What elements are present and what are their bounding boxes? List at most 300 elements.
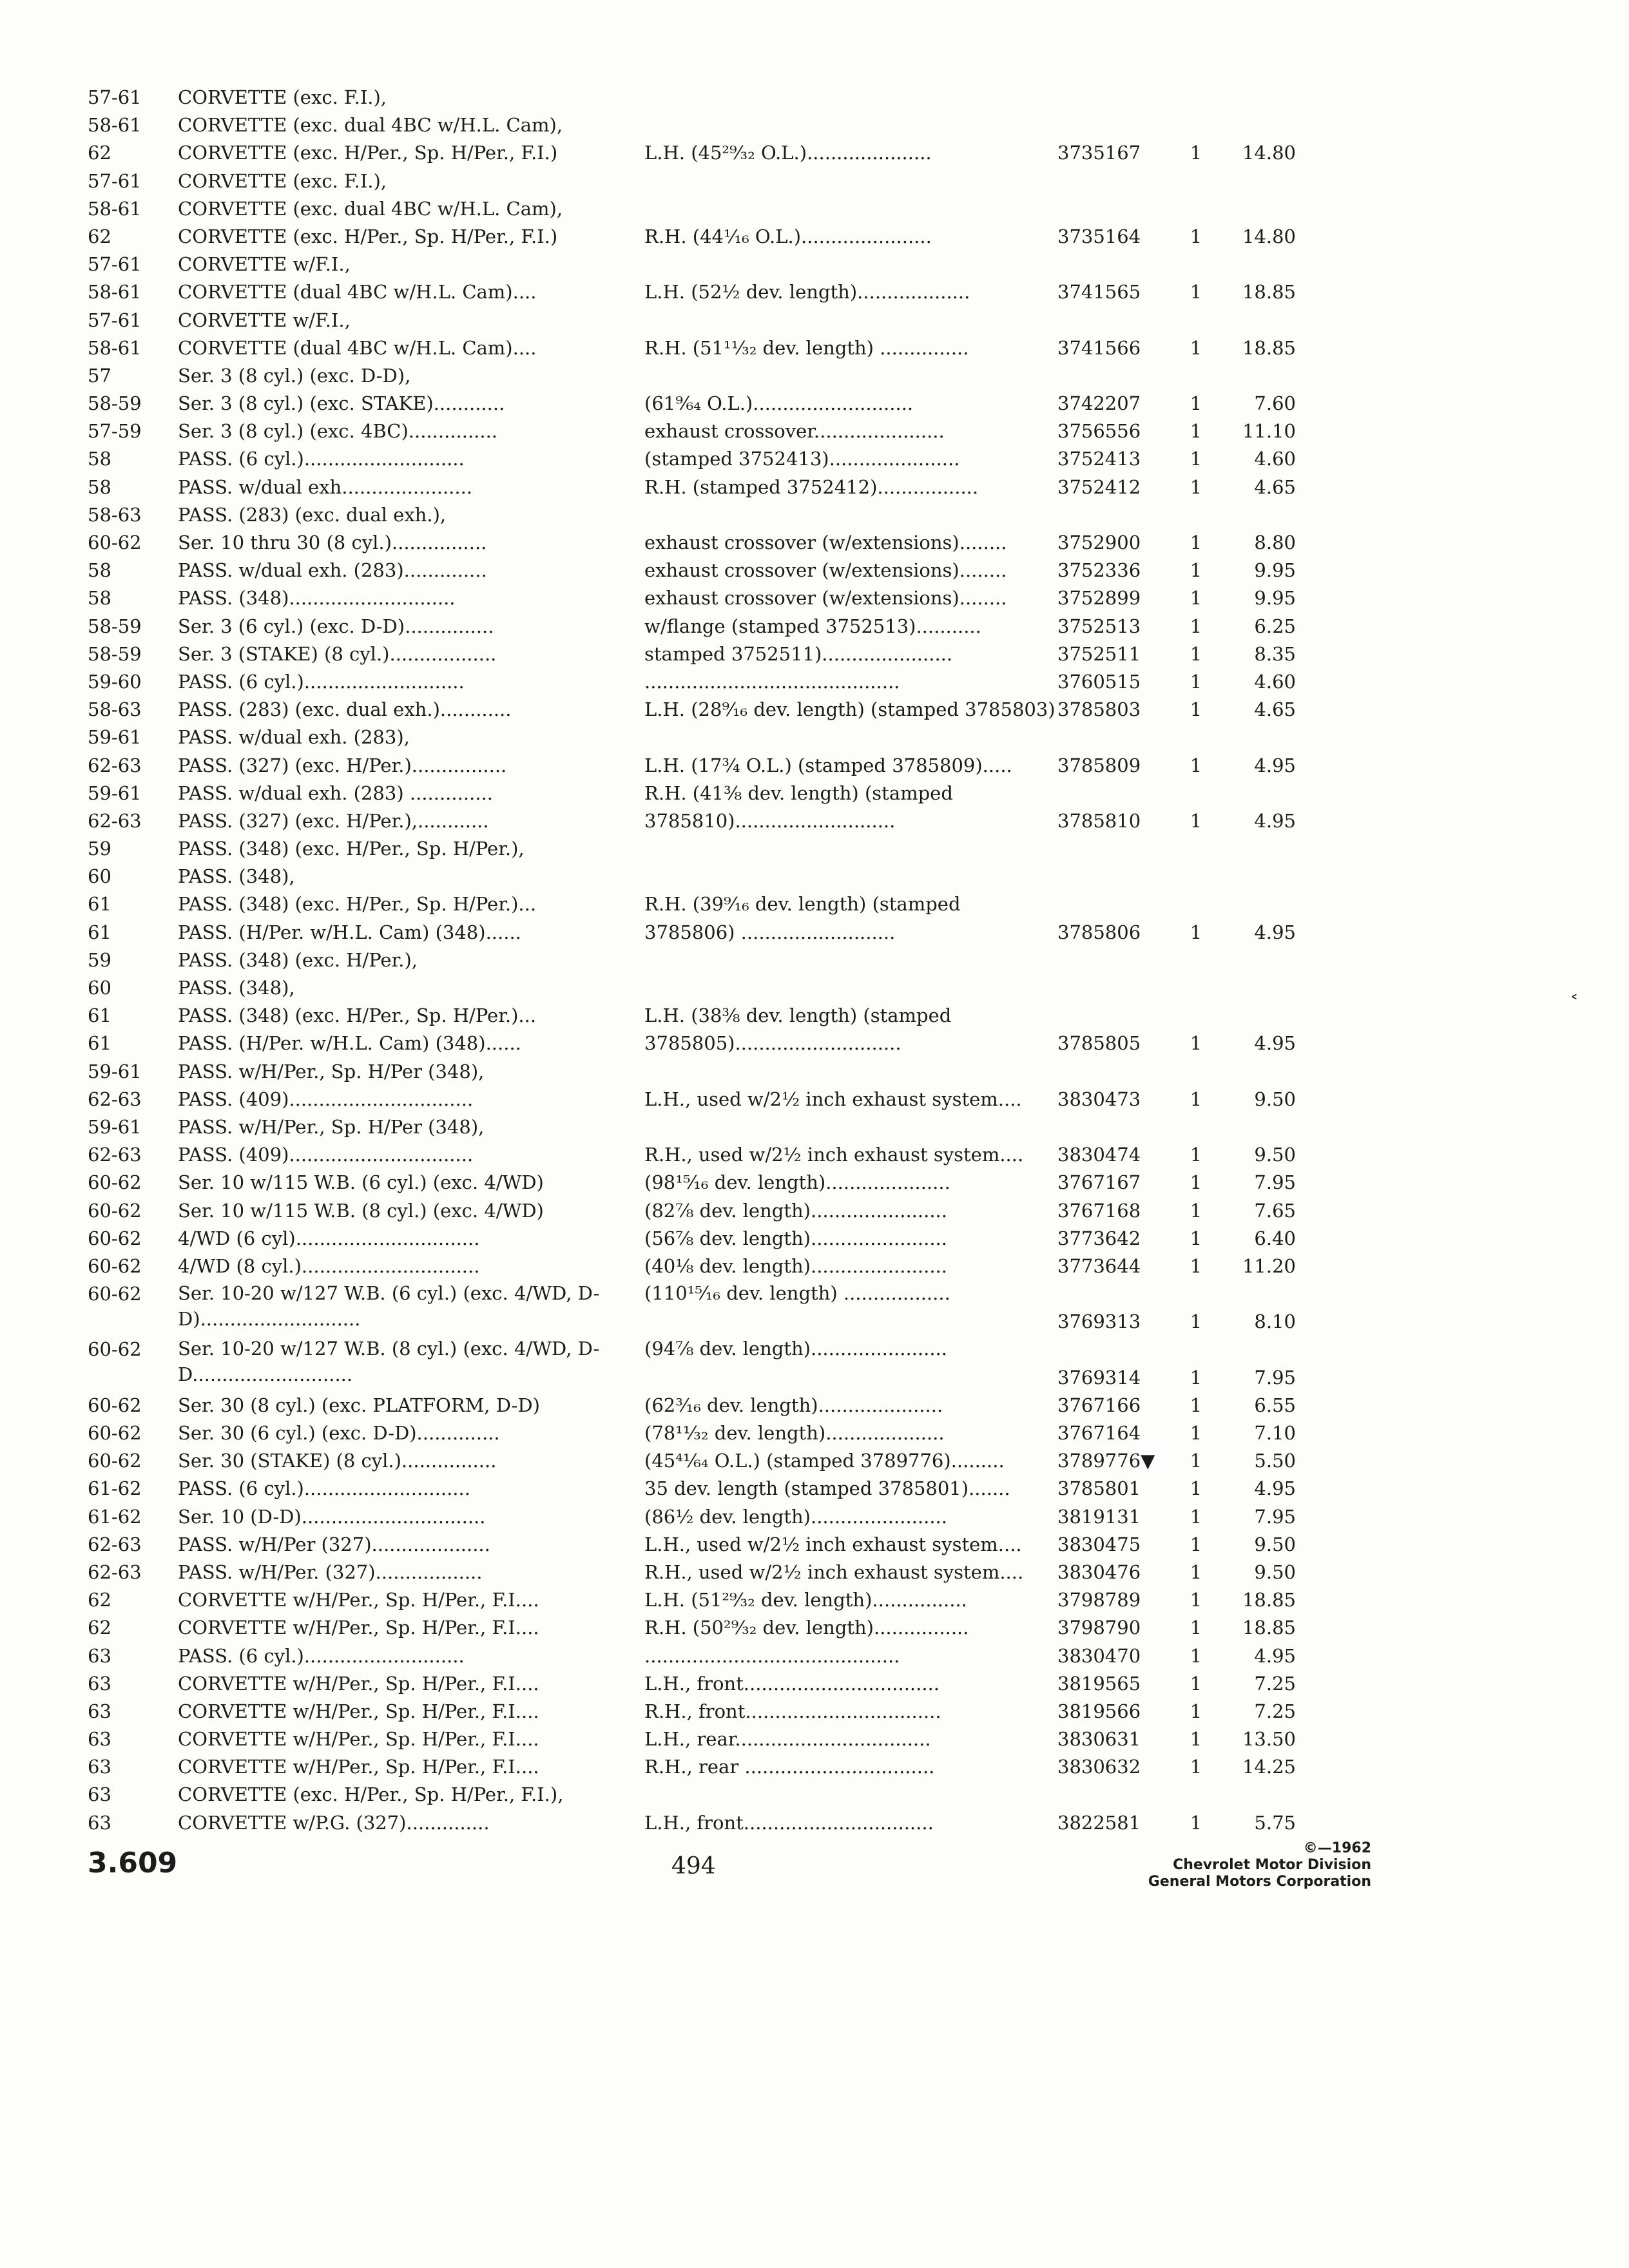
description-cell: L.H. (51²⁹⁄₃₂ dev. length)................ [644,1589,967,1611]
table-row [88,1447,1312,1475]
description-cell: L.H., front................................ [644,1811,934,1834]
year-cell: 62-63 [88,809,142,832]
model-cell: Ser. 10 (D-D)............................... [178,1505,486,1528]
table-row [88,139,1312,167]
part-number-cell: 3789776▼ [1057,1450,1155,1472]
description-cell: R.H. (44¹⁄₁₆ O.L.)...................... [644,225,932,247]
table-row [88,1141,1312,1169]
division-name: Chevrolet Motor Division [1173,1857,1371,1873]
quantity-cell: 1 [1190,448,1202,470]
model-cell: PASS. (6 cyl.)............................ [178,1477,470,1500]
description-cell: L.H., used w/2½ inch exhaust system.... [644,1533,1022,1555]
part-number-cell: 3760515 [1057,670,1141,693]
table-row [88,1002,1312,1030]
part-number-cell: 3767166 [1057,1394,1141,1416]
quantity-cell: 1 [1190,1533,1202,1555]
quantity-cell: 1 [1190,336,1202,359]
part-number-cell: 3785809 [1057,754,1141,776]
table-row [88,1503,1312,1531]
table-row [88,278,1312,306]
table-row [88,557,1312,584]
year-cell: 63 [88,1728,111,1751]
description-cell: (110¹⁵⁄₁₆ dev. length) .................. [644,1282,950,1305]
price-cell: 7.25 [1254,1700,1296,1722]
year-cell: 61 [88,1004,111,1027]
table-row [88,613,1312,640]
table-row [88,1586,1312,1614]
price-cell: 6.25 [1254,615,1296,637]
quantity-cell: 1 [1190,1644,1202,1667]
model-cell: CORVETTE (exc. dual 4BC w/H.L. Cam), [178,197,563,220]
model-cell: CORVETTE w/H/Per., Sp. H/Per., F.I.... [178,1700,539,1722]
table-row [88,84,1312,111]
table-row [88,919,1312,947]
price-cell: 7.10 [1254,1422,1296,1445]
table-row [88,1058,1312,1086]
table-row [88,1781,1312,1809]
model-cell: Ser. 10-20 w/127 W.B. (8 cyl.) (exc. 4/WD, D-D........................... [178,1338,600,1386]
model-cell: CORVETTE (exc. H/Per., Sp. H/Per., F.I.) [178,225,558,247]
model-cell: 4/WD (8 cyl.).............................. [178,1254,480,1277]
part-number-cell: 3752336 [1057,559,1141,582]
year-cell: 62 [88,142,111,164]
model-cell: CORVETTE w/P.G. (327).............. [178,1811,490,1834]
description-cell: L.H., used w/2½ inch exhaust system.... [644,1088,1022,1110]
year-cell: 61 [88,893,111,916]
quantity-cell: 1 [1190,476,1202,498]
year-cell: 58-63 [88,698,142,721]
part-number-cell: 3773644 [1057,1254,1141,1277]
year-cell: 60-62 [88,1227,142,1249]
table-row [88,251,1312,278]
price-cell: 4.65 [1254,698,1296,721]
year-cell: 62-63 [88,1533,142,1555]
year-cell: 58-61 [88,336,142,359]
table-row [88,1113,1312,1141]
quantity-cell: 1 [1190,1366,1202,1389]
table-row [88,1225,1312,1253]
quantity-cell: 1 [1190,1254,1202,1277]
model-cell: PASS. (348) (exc. H/Per.), [178,948,418,971]
description-cell: L.H. (17¾ O.L.) (stamped 3785809)..... [644,754,1012,776]
quantity-cell: 1 [1190,642,1202,665]
table-row [88,168,1312,195]
quantity-cell: 1 [1190,921,1202,943]
year-cell: 58 [88,559,111,582]
year-cell: 60-62 [88,1394,142,1416]
model-cell: CORVETTE w/F.I., [178,309,351,331]
quantity-cell: 1 [1190,1394,1202,1416]
price-cell: 7.65 [1254,1199,1296,1222]
year-cell: 58-59 [88,642,142,665]
year-cell: 62 [88,1589,111,1611]
year-cell: 63 [88,1644,111,1667]
quantity-cell: 1 [1190,1505,1202,1528]
table-row [88,1419,1312,1447]
quantity-cell: 1 [1190,809,1202,832]
table-row [88,696,1312,724]
model-cell: PASS. w/H/Per., Sp. H/Per (348), [178,1060,485,1082]
year-cell: 57 [88,364,111,387]
model-cell: CORVETTE (exc. H/Per., Sp. H/Per., F.I.), [178,1783,564,1806]
quantity-cell: 1 [1190,1561,1202,1583]
table-row [88,1475,1312,1503]
model-cell: PASS. (327) (exc. H/Per.)................ [178,754,507,776]
price-cell: 7.60 [1254,392,1296,415]
model-cell: CORVETTE w/H/Per., Sp. H/Per., F.I.... [178,1617,539,1639]
copyright-year: ©—1962 [1303,1840,1371,1856]
description-cell: (56⅞ dev. length)....................... [644,1227,947,1249]
description-cell: (94⅞ dev. length)....................... [644,1338,947,1360]
part-number-cell: 3752899 [1057,587,1141,610]
model-cell: PASS. (348), [178,865,295,888]
description-cell: R.H. (stamped 3752412)................. [644,476,979,498]
part-number-cell: 3735167 [1057,142,1141,164]
model-cell: CORVETTE (exc. dual 4BC w/H.L. Cam), [178,114,563,137]
table-row [88,890,1312,918]
quantity-cell: 1 [1190,1700,1202,1722]
price-cell: 7.95 [1254,1366,1296,1389]
model-cell: PASS. (409)............................... [178,1144,474,1166]
model-cell: PASS. w/H/Per (327).................... [178,1533,490,1555]
model-cell: PASS. (6 cyl.)........................... [178,448,465,470]
price-cell: 9.95 [1254,587,1296,610]
quantity-cell: 1 [1190,1477,1202,1500]
year-cell: 62 [88,1617,111,1639]
year-cell: 58 [88,448,111,470]
description-cell: R.H. (50²⁹⁄₃₂ dev. length)................ [644,1617,969,1639]
year-cell: 59-61 [88,726,142,749]
part-number-cell: 3819131 [1057,1505,1141,1528]
price-cell: 11.20 [1242,1254,1296,1277]
part-number-cell: 3822581 [1057,1811,1141,1834]
quantity-cell: 1 [1190,392,1202,415]
model-cell: PASS. (348), [178,977,295,999]
part-number-cell: 3741565 [1057,281,1141,303]
year-cell: 58-59 [88,615,142,637]
year-cell: 58-59 [88,392,142,415]
year-cell: 60-62 [88,1338,142,1361]
price-cell: 14.80 [1242,225,1296,247]
table-row [88,640,1312,668]
part-number-cell: 3830476 [1057,1561,1141,1583]
table-row [88,1809,1312,1837]
model-cell: CORVETTE w/H/Per., Sp. H/Per., F.I.... [178,1589,539,1611]
table-row [88,501,1312,529]
quantity-cell: 1 [1190,1144,1202,1166]
part-number-cell: 3773642 [1057,1227,1141,1249]
table-row [88,1336,1312,1391]
quantity-cell: 1 [1190,532,1202,553]
page-number: 494 [671,1853,716,1879]
year-cell: 57-61 [88,86,142,108]
price-cell: 8.80 [1254,532,1296,553]
description-cell: exhaust crossover (w/extensions)........ [644,532,1007,553]
year-cell: 58 [88,476,111,498]
part-number-cell: 3785806 [1057,921,1141,943]
part-number-cell: 3830470 [1057,1644,1141,1667]
part-number-cell: 3752413 [1057,448,1141,470]
description-cell: L.H. (38⅜ dev. length) (stamped [644,1004,952,1027]
description-cell: R.H., front................................. [644,1700,941,1722]
price-cell: 9.50 [1254,1088,1296,1110]
model-cell: PASS. (348) (exc. H/Per., Sp. H/Per.)... [178,1004,537,1027]
model-cell: PASS. (6 cyl.)........................... [178,1644,465,1667]
table-row [88,835,1312,863]
model-cell: PASS. (409)............................... [178,1088,474,1110]
model-cell: CORVETTE (dual 4BC w/H.L. Cam).... [178,336,537,359]
table-row [88,974,1312,1002]
price-cell: 18.85 [1242,336,1296,359]
description-cell: (86½ dev. length)....................... [644,1505,947,1528]
description-cell: w/flange (stamped 3752513)........... [644,615,981,637]
year-cell: 62 [88,225,111,247]
table-row [88,1392,1312,1419]
year-cell: 59 [88,948,111,971]
model-cell: 4/WD (6 cyl)............................... [178,1227,480,1249]
model-cell: CORVETTE (exc. F.I.), [178,86,387,108]
table-row [88,668,1312,696]
year-cell: 60-62 [88,532,142,553]
part-number-cell: 3767167 [1057,1171,1141,1194]
table-row [88,863,1312,890]
part-number-cell: 3830474 [1057,1144,1141,1166]
description-cell: R.H. (51¹¹⁄₃₂ dev. length) ............... [644,336,969,359]
price-cell: 5.50 [1254,1450,1296,1472]
model-cell: Ser. 10 thru 30 (8 cyl.)................ [178,532,487,553]
description-cell: ........................................... [644,1644,900,1667]
year-cell: 60-62 [88,1199,142,1222]
description-cell: (stamped 3752413)...................... [644,448,960,470]
quantity-cell: 1 [1190,754,1202,776]
year-cell: 63 [88,1700,111,1722]
description-cell: R.H. (41⅜ dev. length) (stamped [644,782,953,804]
price-cell: 8.35 [1254,642,1296,665]
model-cell: PASS. w/dual exh...................... [178,476,473,498]
table-row [88,362,1312,390]
table-row [88,724,1312,751]
quantity-cell: 1 [1190,1450,1202,1472]
model-cell: PASS. (H/Per. w/H.L. Cam) (348)...... [178,1032,521,1055]
price-cell: 9.50 [1254,1561,1296,1583]
quantity-cell: 1 [1190,1728,1202,1751]
price-cell: 14.80 [1242,142,1296,164]
year-cell: 60 [88,865,111,888]
quantity-cell: 1 [1190,1672,1202,1695]
year-cell: 60 [88,977,111,999]
model-cell: CORVETTE (dual 4BC w/H.L. Cam).... [178,281,537,303]
table-row [88,1253,1312,1280]
year-cell: 58-63 [88,503,142,526]
description-cell: (78¹¹⁄₃₂ dev. length).................... [644,1422,945,1445]
table-row [88,1280,1312,1336]
description-cell: (45⁴¹⁄₆₄ O.L.) (stamped 3789776)......... [644,1450,1005,1472]
part-number-cell: 3752900 [1057,532,1141,553]
model-cell: PASS. w/dual exh. (283) .............. [178,782,493,804]
part-number-cell: 3830632 [1057,1756,1141,1778]
model-cell: CORVETTE (exc. H/Per., Sp. H/Per., F.I.) [178,142,558,164]
table-row [88,1698,1312,1725]
quantity-cell: 1 [1190,420,1202,443]
year-cell: 60-62 [88,1171,142,1194]
model-cell: Ser. 30 (STAKE) (8 cyl.)................ [178,1450,497,1472]
quantity-cell: 1 [1190,1422,1202,1445]
model-cell: PASS. w/H/Per. (327).................. [178,1561,483,1583]
description-cell: exhaust crossover (w/extensions)........ [644,587,1007,610]
part-number-cell: 3785810 [1057,809,1141,832]
quantity-cell: 1 [1190,1617,1202,1639]
year-cell: 62-63 [88,1561,142,1583]
part-number-cell: 3785803 [1057,698,1141,721]
year-cell: 57-61 [88,309,142,331]
model-cell: PASS. (327) (exc. H/Per.),............ [178,809,489,832]
price-cell: 7.95 [1254,1505,1296,1528]
parts-table [88,84,1312,1837]
model-cell: PASS. (348) (exc. H/Per., Sp. H/Per.)... [178,893,537,916]
table-row [88,529,1312,557]
table-row [88,418,1312,445]
table-row [88,390,1312,418]
year-cell: 57-61 [88,253,142,276]
description-cell: R.H., rear ................................ [644,1756,935,1778]
price-cell: 4.95 [1254,1032,1296,1055]
part-number-cell: 3767168 [1057,1199,1141,1222]
year-cell: 61-62 [88,1477,142,1500]
table-row [88,307,1312,334]
model-cell: Ser. 3 (STAKE) (8 cyl.).................. [178,642,497,665]
description-cell: exhaust crossover...................... [644,420,945,443]
model-cell: Ser. 3 (6 cyl.) (exc. D-D)............... [178,615,494,637]
model-cell: PASS. (6 cyl.)........................... [178,670,465,693]
description-cell: L.H. (45²⁹⁄₃₂ O.L.)..................... [644,142,932,164]
part-number-cell: 3785801 [1057,1477,1141,1500]
price-cell: 7.25 [1254,1672,1296,1695]
description-cell: 35 dev. length (stamped 3785801)....... [644,1477,1010,1500]
part-number-cell: 3819566 [1057,1700,1141,1722]
price-cell: 4.95 [1254,1477,1296,1500]
table-row [88,195,1312,223]
description-cell: L.H., front................................. [644,1672,940,1695]
year-cell: 63 [88,1783,111,1806]
model-cell: CORVETTE (exc. F.I.), [178,169,387,192]
model-cell: PASS. w/dual exh. (283).............. [178,559,487,582]
description-cell: R.H., used w/2½ inch exhaust system.... [644,1144,1024,1166]
year-cell: 59-61 [88,782,142,804]
model-cell: CORVETTE w/F.I., [178,253,351,276]
quantity-cell: 1 [1190,142,1202,164]
part-number-cell: 3830631 [1057,1728,1141,1751]
model-cell: CORVETTE w/H/Per., Sp. H/Per., F.I.... [178,1756,539,1778]
table-row [88,1670,1312,1698]
part-number-cell: 3756556 [1057,420,1141,443]
price-cell: 13.50 [1242,1728,1296,1751]
table-row [88,1086,1312,1113]
price-cell: 4.95 [1254,1644,1296,1667]
part-number-cell: 3798789 [1057,1589,1141,1611]
price-cell: 8.10 [1254,1311,1296,1333]
quantity-cell: 1 [1190,1199,1202,1222]
price-cell: 7.95 [1254,1171,1296,1194]
quantity-cell: 1 [1190,225,1202,247]
part-number-cell: 3767164 [1057,1422,1141,1445]
price-cell: 4.65 [1254,476,1296,498]
model-cell: Ser. 3 (8 cyl.) (exc. D-D), [178,364,411,387]
description-cell: L.H. (28⁹⁄₁₆ dev. length) (stamped 3785803) [644,698,1055,721]
table-row [88,445,1312,473]
quantity-cell: 1 [1190,1171,1202,1194]
model-cell: CORVETTE w/H/Per., Sp. H/Per., F.I.... [178,1672,539,1695]
price-cell: 9.95 [1254,559,1296,582]
model-cell: CORVETTE w/H/Per., Sp. H/Per., F.I.... [178,1728,539,1751]
price-cell: 14.25 [1242,1756,1296,1778]
part-number-cell: 3830473 [1057,1088,1141,1110]
table-row [88,334,1312,362]
table-row [88,1725,1312,1753]
part-number-cell: 3735164 [1057,225,1141,247]
quantity-cell: 1 [1190,1311,1202,1333]
quantity-cell: 1 [1190,1088,1202,1110]
year-cell: 58-61 [88,197,142,220]
part-number-cell: 3752412 [1057,476,1141,498]
price-cell: 18.85 [1242,1589,1296,1611]
year-cell: 60-62 [88,1254,142,1277]
model-cell: PASS. (283) (exc. dual exh.), [178,503,447,526]
price-cell: 4.60 [1254,670,1296,693]
price-cell: 11.10 [1242,420,1296,443]
section-number: 3.609 [88,1847,178,1879]
description-cell: (40⅛ dev. length)....................... [644,1254,947,1277]
price-cell: 18.85 [1242,1617,1296,1639]
year-cell: 61 [88,1032,111,1055]
description-cell: (62³⁄₁₆ dev. length)..................... [644,1394,943,1416]
description-cell: L.H. (52½ dev. length)................... [644,281,970,303]
description-cell: (82⅞ dev. length)....................... [644,1199,947,1222]
part-number-cell: 3769313 [1057,1311,1141,1333]
margin-mark: ˂ [1570,992,1579,1014]
description-cell: (61⁹⁄₆₄ O.L.)........................... [644,392,914,415]
price-cell: 9.50 [1254,1533,1296,1555]
model-cell: PASS. (283) (exc. dual exh.)............ [178,698,512,721]
part-number-cell: 3769314 [1057,1366,1141,1389]
model-cell: Ser. 3 (8 cyl.) (exc. STAKE)............ [178,392,505,415]
year-cell: 60-62 [88,1283,142,1305]
price-cell: 9.50 [1254,1144,1296,1166]
description-cell: ........................................... [644,670,900,693]
copyright-block [1148,1840,1371,1890]
table-row [88,752,1312,780]
quantity-cell: 1 [1190,615,1202,637]
year-cell: 63 [88,1672,111,1695]
table-row [88,474,1312,501]
part-number-cell: 3752511 [1057,642,1141,665]
table-row [88,780,1312,807]
table-row [88,223,1312,251]
year-cell: 59-61 [88,1060,142,1082]
model-cell: Ser. 10 w/115 W.B. (8 cyl.) (exc. 4/WD) [178,1199,544,1222]
description-cell: 3785810)........................... [644,809,896,832]
year-cell: 63 [88,1811,111,1834]
quantity-cell: 1 [1190,1032,1202,1055]
table-row [88,1614,1312,1642]
description-cell: R.H. (39⁹⁄₁₆ dev. length) (stamped [644,893,961,916]
model-cell: PASS. (348)............................ [178,587,456,610]
price-cell: 4.95 [1254,809,1296,832]
table-row [88,584,1312,612]
model-cell: PASS. w/H/Per., Sp. H/Per (348), [178,1115,485,1138]
price-cell: 6.55 [1254,1394,1296,1416]
description-cell: stamped 3752511)...................... [644,642,953,665]
table-row [88,1197,1312,1225]
